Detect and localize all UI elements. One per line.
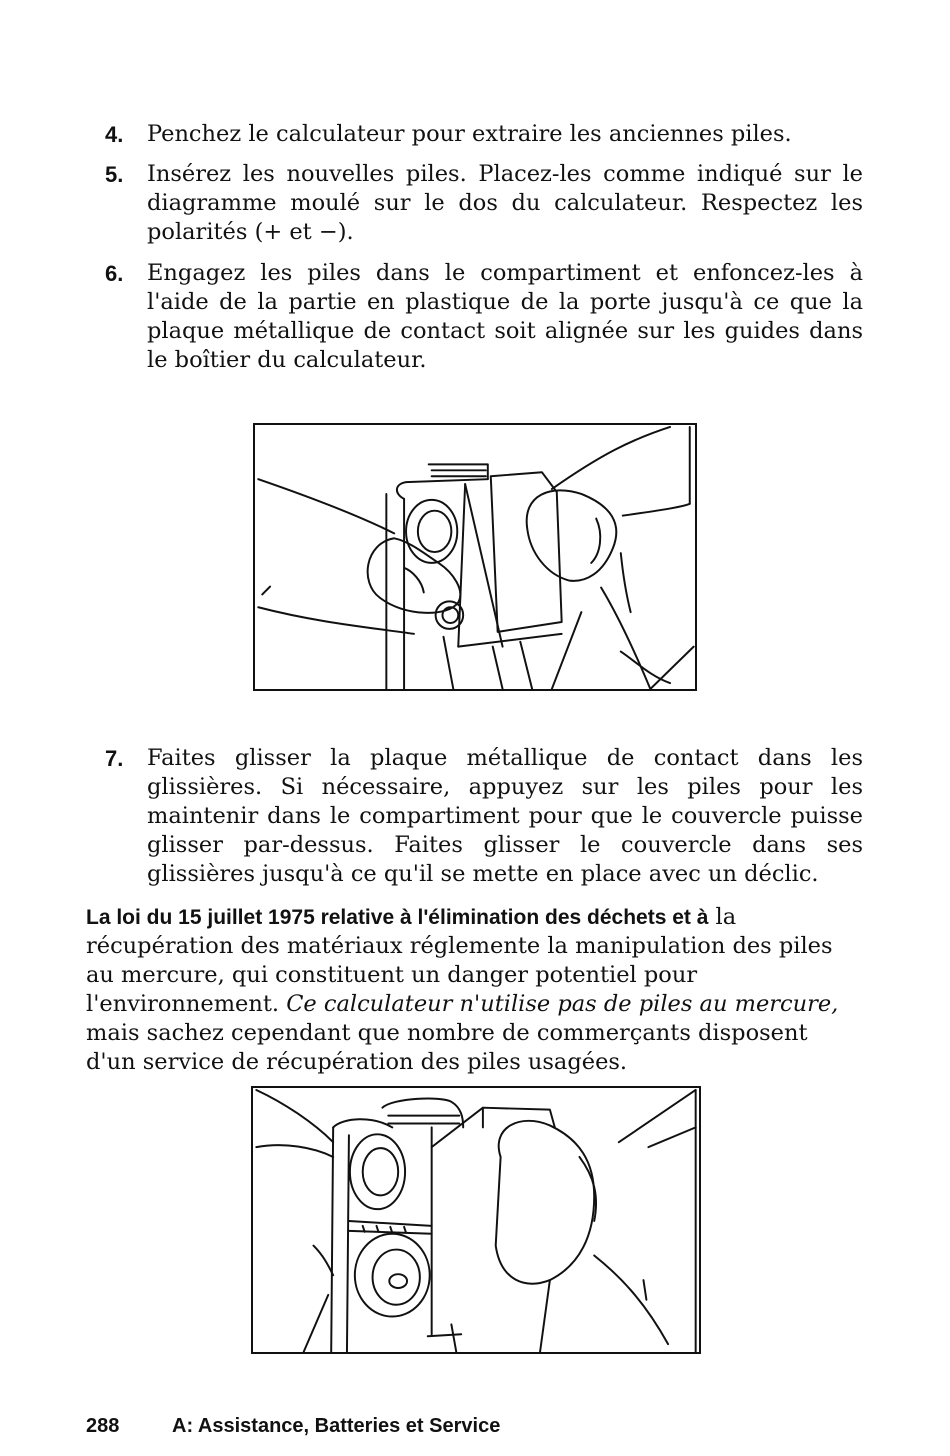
page-number: 288 xyxy=(86,1415,120,1437)
notice-text: la récupération des matériaux réglemente la manipulation des piles au mercure, qui constituent un danger potentiel pour l'environnement. xyxy=(86,904,833,1017)
step-number: 7. xyxy=(105,746,124,771)
mercury-battery-notice xyxy=(86,903,862,1077)
step-text: Faites glisser la plaque métallique de contact dans les glissières. Si nécessaire, appuyez sur les piles pour les maintenir dans le compartiment pour que le couvercle puisse glisser par-dessus. Faites glisser le couvercle dans ses glissières jusqu'à ce qu'il se mette en place avec un déclic. xyxy=(147,745,863,887)
step-text: Engagez les piles dans le compartiment et enfoncez-les à l'aide de la partie en plastique de la porte jusqu'à ce que la plaque métallique de contact soit alignée sur les guides dans le boîtier du calculateur. xyxy=(147,260,863,373)
notice-text-end: mais sachez cependant que nombre de commerçants disposent d'un service de récupération des piles usagées. xyxy=(86,1020,808,1075)
step-number: 5. xyxy=(105,162,124,187)
battery-insertion-illustration xyxy=(253,423,697,691)
section-title: A: Assistance, Batteries et Service xyxy=(172,1415,501,1437)
step-6 xyxy=(105,259,865,379)
page-footer xyxy=(86,1415,500,1438)
notice-lead: La loi du 15 juillet 1975 relative à l'élimination des déchets et à xyxy=(86,906,709,929)
step-number: 6. xyxy=(105,261,124,286)
step-7 xyxy=(105,744,865,894)
step-text: Penchez le calculateur pour extraire les anciennes piles. xyxy=(147,121,792,147)
step-5 xyxy=(105,160,865,250)
step-4 xyxy=(105,120,865,150)
step-text: Insérez les nouvelles piles. Placez-les comme indiqué sur le diagramme moulé sur le dos du calculateur. Respectez les polarités (+ et −). xyxy=(147,161,863,245)
notice-italic: Ce calculateur n'utilise pas de piles au mercure, xyxy=(286,991,839,1017)
cover-closing-illustration xyxy=(251,1086,701,1354)
step-number: 4. xyxy=(105,122,124,147)
